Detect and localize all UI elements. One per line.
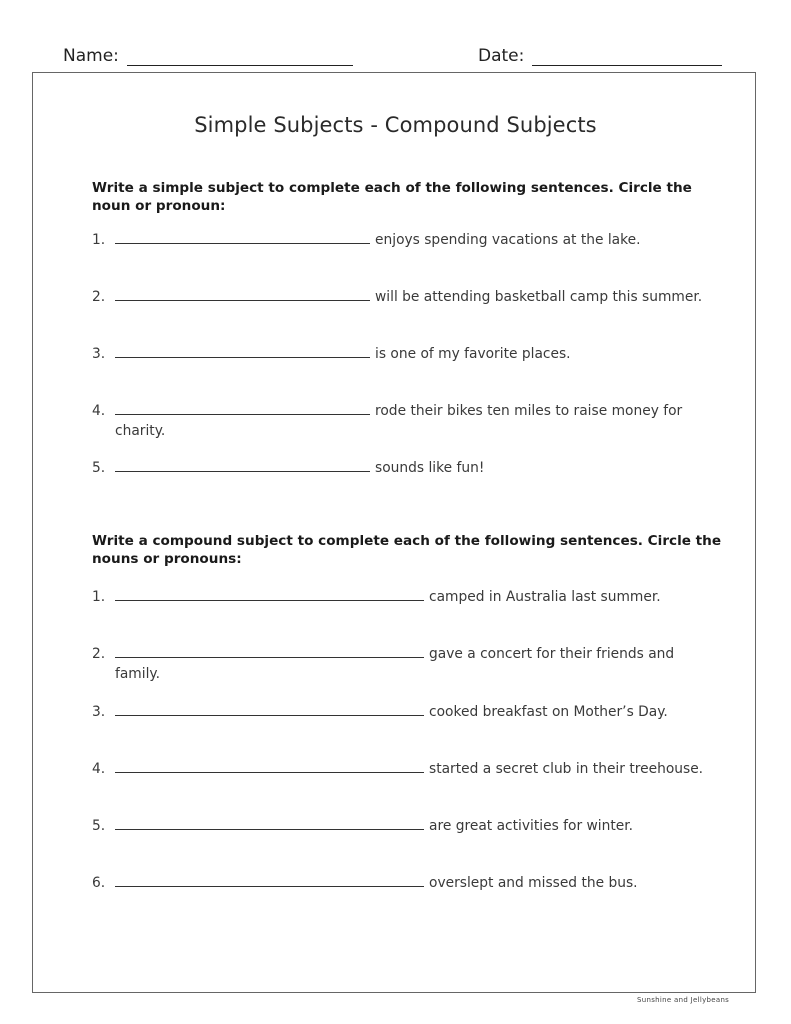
answer-blank[interactable] (115, 643, 424, 658)
answer-blank[interactable] (115, 457, 370, 472)
simple-item-5 (92, 457, 737, 478)
item-number: 5. (92, 818, 106, 834)
item-text: cooked breakfast on Mother’s Day. (429, 704, 668, 720)
compound-item-3 (92, 701, 737, 722)
item-text-continuation: family. (115, 666, 161, 682)
answer-blank[interactable] (115, 343, 370, 358)
answer-blank[interactable] (115, 872, 424, 887)
item-text: rode their bikes ten miles to raise money for (375, 403, 683, 419)
compound-item-1 (92, 586, 737, 607)
simple-item-1 (92, 229, 737, 250)
compound-item-6 (92, 872, 737, 893)
item-number: 3. (92, 704, 106, 720)
name-label: Name: (63, 46, 119, 66)
item-number: 4. (92, 403, 106, 419)
item-number: 1. (92, 589, 106, 605)
item-text: camped in Australia last summer. (429, 589, 661, 605)
answer-blank[interactable] (115, 586, 424, 601)
compound-item-2 (92, 643, 737, 684)
answer-blank[interactable] (115, 400, 370, 415)
item-text: will be attending basketball camp this summer. (375, 289, 703, 305)
date-blank-line[interactable] (532, 47, 722, 66)
answer-blank[interactable] (115, 286, 370, 301)
compound-item-4 (92, 758, 737, 779)
item-text: overslept and missed the bus. (429, 875, 638, 891)
answer-blank[interactable] (115, 815, 424, 830)
item-text: sounds like fun! (375, 460, 485, 476)
item-number: 2. (92, 289, 106, 305)
item-text: gave a concert for their friends and (429, 646, 675, 662)
answer-blank[interactable] (115, 758, 424, 773)
page-title: Simple Subjects - Compound Subjects (194, 113, 597, 137)
footer-credit: Sunshine and Jellybeans (637, 996, 730, 1004)
worksheet-header (0, 44, 791, 70)
item-number: 3. (92, 346, 106, 362)
item-text: are great activities for winter. (429, 818, 634, 834)
name-blank-line[interactable] (127, 47, 353, 66)
item-text-continuation: charity. (115, 423, 166, 439)
item-number: 6. (92, 875, 106, 891)
item-text: started a secret club in their treehouse. (429, 761, 704, 777)
compound-subject-instructions: Write a compound subject to complete each of the following sentences. Circle the nouns or pronouns: (92, 533, 722, 567)
date-field (478, 46, 722, 66)
simple-item-3 (92, 343, 737, 364)
item-number: 4. (92, 761, 106, 777)
item-number: 1. (92, 232, 106, 248)
name-field (63, 46, 353, 66)
item-text: is one of my favorite places. (375, 346, 571, 362)
simple-item-4 (92, 400, 737, 441)
date-label: Date: (478, 46, 525, 66)
item-text: enjoys spending vacations at the lake. (375, 232, 641, 248)
item-number: 2. (92, 646, 106, 662)
answer-blank[interactable] (115, 701, 424, 716)
compound-item-5 (92, 815, 737, 836)
item-number: 5. (92, 460, 106, 476)
simple-item-2 (92, 286, 737, 307)
answer-blank[interactable] (115, 229, 370, 244)
simple-subject-instructions: Write a simple subject to complete each of the following sentences. Circle the noun or pronoun: (92, 180, 692, 214)
